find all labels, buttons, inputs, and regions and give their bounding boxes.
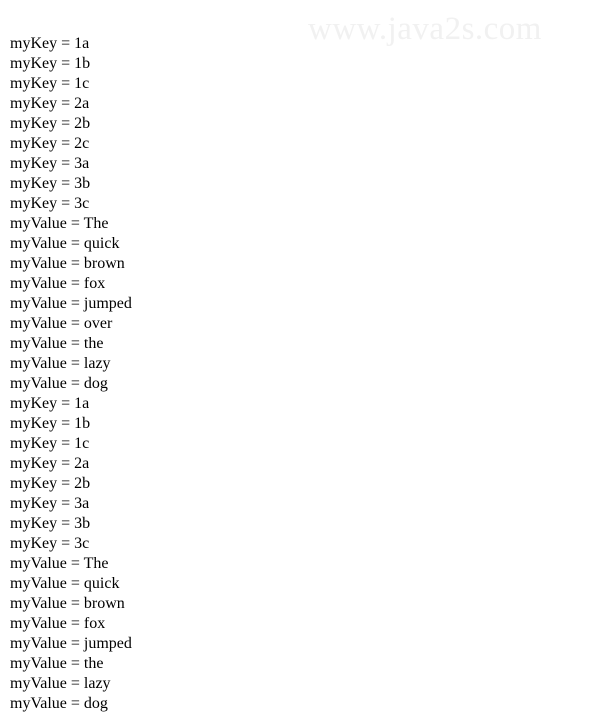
output-line: myValue = The bbox=[10, 215, 109, 232]
output-line: myKey = 3a bbox=[10, 155, 90, 172]
output-list bbox=[10, 34, 132, 714]
output-line: myKey = 1c bbox=[10, 75, 90, 92]
output-line: myValue = lazy bbox=[10, 355, 111, 372]
output-line: myKey = 1a bbox=[10, 35, 90, 52]
output-line: myValue = fox bbox=[10, 615, 106, 632]
output-line: myValue = dog bbox=[10, 375, 108, 392]
output-line: myValue = jumped bbox=[10, 635, 132, 652]
watermark: www.java2s.com bbox=[308, 11, 542, 47]
output-line: myValue = brown bbox=[10, 595, 125, 612]
output-line: myKey = 3a bbox=[10, 495, 90, 512]
output-line: myKey = 1a bbox=[10, 395, 90, 412]
output-line: myKey = 2a bbox=[10, 95, 90, 112]
output-line: myKey = 3c bbox=[10, 195, 90, 212]
output-line: myValue = jumped bbox=[10, 295, 132, 312]
output-line: myKey = 3b bbox=[10, 175, 91, 192]
output-line: myValue = fox bbox=[10, 275, 106, 292]
output-line: myValue = dog bbox=[10, 695, 108, 712]
output-line: myValue = lazy bbox=[10, 675, 111, 692]
output-line: myKey = 2b bbox=[10, 475, 91, 492]
output-line: myKey = 2a bbox=[10, 455, 90, 472]
output-line: myValue = the bbox=[10, 655, 104, 672]
output-line: myValue = brown bbox=[10, 255, 125, 272]
output-line: myValue = quick bbox=[10, 575, 120, 592]
output-line: myValue = quick bbox=[10, 235, 120, 252]
output-line: myKey = 1b bbox=[10, 415, 91, 432]
output-line: myKey = 1b bbox=[10, 55, 91, 72]
output-line: myKey = 2b bbox=[10, 115, 91, 132]
output-line: myKey = 3b bbox=[10, 515, 91, 532]
output-line: myValue = over bbox=[10, 315, 113, 332]
output-line: myValue = the bbox=[10, 335, 104, 352]
output-line: myKey = 2c bbox=[10, 135, 90, 152]
output-line: myKey = 3c bbox=[10, 535, 90, 552]
output-line: myValue = The bbox=[10, 555, 109, 572]
output-line: myKey = 1c bbox=[10, 435, 90, 452]
